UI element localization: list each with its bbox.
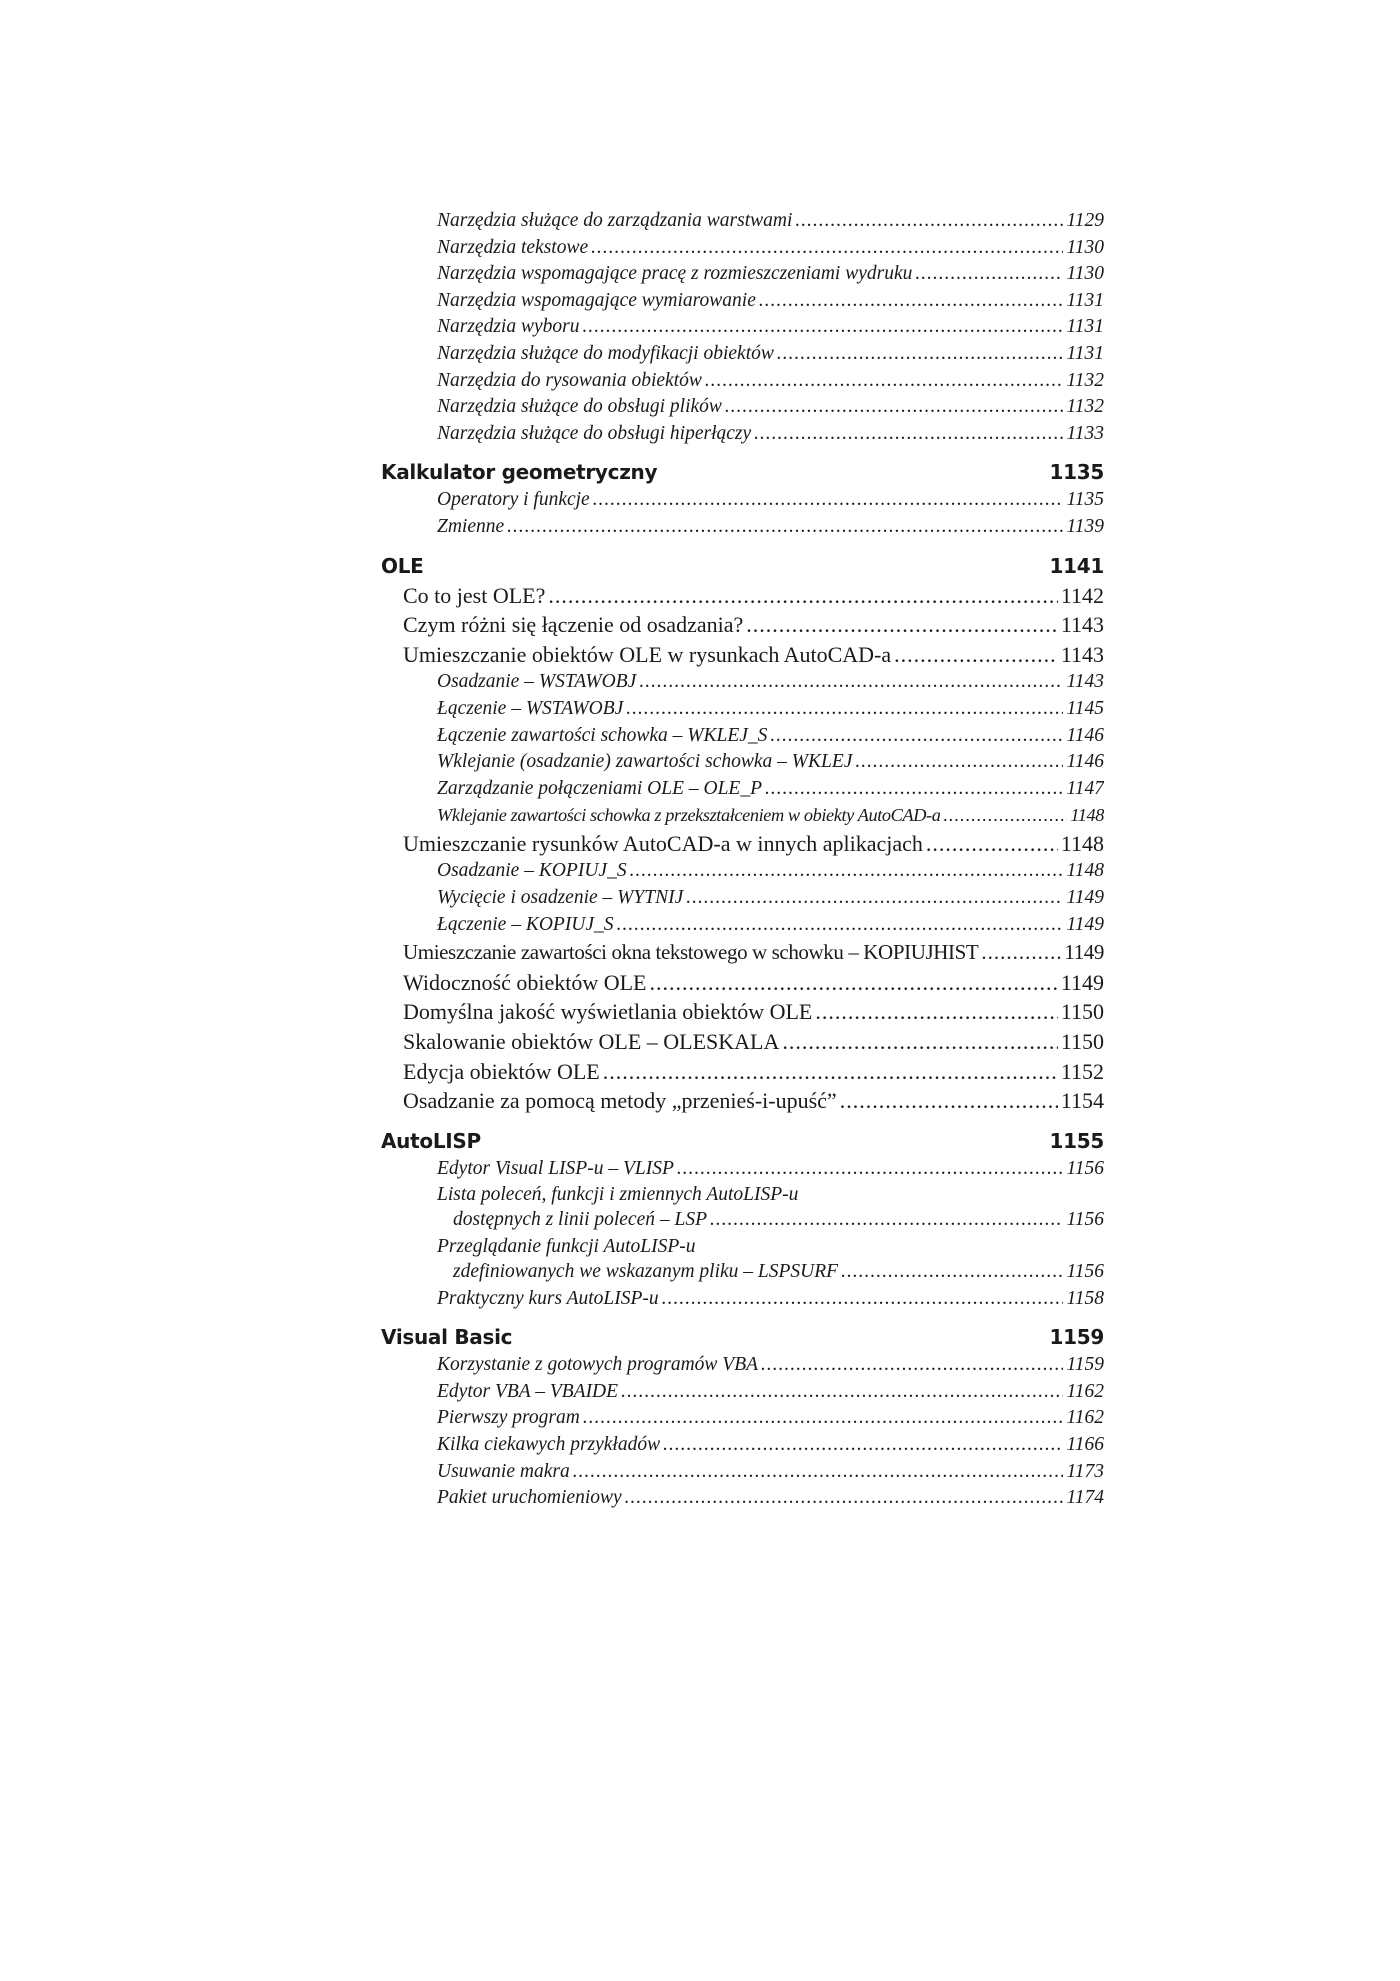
toc-entry — [381, 829, 1104, 859]
dot-leader — [507, 514, 1063, 541]
toc-entry — [381, 997, 1104, 1027]
toc-entry-page: 1149 — [1064, 940, 1104, 965]
toc-entry-page: 1150 — [1060, 999, 1104, 1025]
dot-leader — [765, 776, 1063, 803]
dot-leader — [617, 912, 1064, 939]
toc-entry-page: 1154 — [1060, 1088, 1104, 1114]
toc-entry — [381, 640, 1104, 670]
toc-entry-first-line — [381, 1234, 1104, 1259]
toc-entry — [381, 208, 1104, 235]
toc-entry — [381, 581, 1104, 611]
toc-entry — [381, 1432, 1104, 1459]
toc-entry — [381, 1057, 1104, 1087]
toc-entry-label: Operatory i funkcje — [437, 489, 590, 511]
toc-entry-label: Usuwanie makra — [437, 1460, 570, 1482]
toc-entry-page: 1130 — [1066, 263, 1104, 285]
dot-leader — [855, 749, 1063, 776]
toc-entry-label: Łączenie zawartości schowka – WKLEJ_S — [437, 724, 768, 746]
toc-entry-label: Zmienne — [437, 515, 505, 537]
toc-entry-page: 1130 — [1066, 236, 1104, 258]
toc-entry-label: Co to jest OLE? — [403, 582, 546, 608]
chapter-page: 1155 — [1049, 1128, 1104, 1153]
toc-entry-page: 1133 — [1066, 422, 1104, 444]
toc-entry — [381, 341, 1104, 368]
toc-entry — [381, 968, 1104, 998]
toc-chapter-heading — [381, 457, 1104, 487]
chapter-title: AutoLISP — [381, 1128, 481, 1153]
toc-entry-label: Umieszczanie rysunków AutoCAD-a w innych aplikacjach — [403, 830, 923, 856]
toc-entry-page: 1135 — [1066, 489, 1104, 511]
dot-leader — [926, 829, 1058, 859]
toc-entry-label: Łączenie – KOPIUJ_S — [437, 913, 614, 935]
toc-entry-page: 1131 — [1066, 342, 1104, 364]
dot-leader — [943, 802, 1067, 829]
toc-entry-page: 1146 — [1066, 751, 1104, 773]
toc-entry-label: Edycja obiektów OLE — [403, 1058, 600, 1084]
dot-leader — [981, 938, 1061, 968]
toc-entry-label: Umieszczanie obiektów OLE w rysunkach AutoCAD-a — [403, 641, 892, 667]
toc-entry-label: Narzędzia służące do zarządzania warstwami — [437, 210, 793, 231]
dot-leader — [770, 723, 1063, 750]
toc-entry-label-continued: zdefiniowanych we wskazanym pliku – LSPSURF — [453, 1261, 839, 1282]
toc-entry-page: 1131 — [1066, 289, 1104, 311]
toc-chapter-heading — [381, 1322, 1104, 1352]
toc-entry — [381, 1027, 1104, 1057]
toc-entry-page: 1148 — [1060, 830, 1104, 856]
toc-entry-page: 1149 — [1060, 969, 1104, 995]
chapter-page: 1159 — [1049, 1325, 1104, 1350]
toc-entry — [381, 938, 1104, 968]
dot-leader — [746, 610, 1058, 640]
dot-leader — [630, 858, 1064, 885]
toc-entry-label: Widoczność obiektów OLE — [403, 969, 647, 995]
dot-leader — [625, 1485, 1064, 1512]
toc-entry — [381, 669, 1104, 696]
toc-entry-page: 1152 — [1060, 1058, 1104, 1084]
toc-entry-label: Kilka ciekawych przykładów — [437, 1433, 661, 1455]
dot-leader — [841, 1259, 1063, 1286]
dot-leader — [795, 208, 1063, 235]
toc-entry — [381, 394, 1104, 421]
toc-entry — [381, 1485, 1104, 1512]
toc-entry-page: 1148 — [1066, 860, 1104, 882]
dot-leader — [593, 487, 1064, 514]
chapter-title: Kalkulator geometryczny — [381, 460, 658, 485]
dot-leader — [548, 581, 1057, 611]
toc-entry-label-continued: dostępnych z linii poleceń – LSP — [453, 1209, 707, 1231]
toc-entry-page: 1131 — [1066, 316, 1104, 338]
chapter-page: 1135 — [1049, 460, 1104, 485]
toc-entry — [381, 610, 1104, 640]
dot-leader — [603, 1057, 1058, 1087]
dot-leader — [782, 1027, 1057, 1057]
toc-entry-label: Wklejanie zawartości schowka z przekształceniem w obiekty AutoCAD-a — [437, 805, 941, 826]
toc-entry-label: Narzędzia służące do obsługi hiperłączy — [437, 422, 752, 444]
dot-leader — [761, 1352, 1063, 1379]
toc-chapter-heading — [381, 1126, 1104, 1156]
toc-entry — [381, 858, 1104, 885]
toc-entry-label: Umieszczanie zawartości okna tekstowego w schowku – KOPIUJHIST — [403, 940, 979, 965]
toc-entry — [381, 749, 1104, 776]
toc-entry — [381, 776, 1104, 803]
dot-leader — [705, 368, 1064, 395]
toc-entry-label: Narzędzia służące do obsługi plików — [437, 396, 722, 418]
toc-entry — [381, 1259, 1104, 1286]
toc-entry-label: Narzędzia wspomagające wymiarowanie — [437, 289, 756, 311]
table-of-contents — [381, 208, 1104, 1512]
dot-leader — [573, 1459, 1064, 1486]
toc-entry-label: Narzędzia wspomagające pracę z rozmieszczeniami wydruku — [437, 263, 913, 285]
toc-entry-page: 1149 — [1066, 913, 1104, 935]
toc-entry-first-line — [381, 1182, 1104, 1207]
toc-entry-page: 1173 — [1066, 1460, 1104, 1482]
toc-entry-page: 1145 — [1066, 697, 1104, 719]
toc-entry-label: Przeglądanie funkcji AutoLISP-u — [437, 1236, 696, 1257]
toc-entry — [381, 487, 1104, 514]
dot-leader — [583, 1405, 1064, 1432]
toc-entry-page: 1143 — [1066, 671, 1104, 693]
toc-entry-page: 1158 — [1066, 1287, 1104, 1309]
dot-leader — [686, 885, 1063, 912]
dot-leader — [777, 341, 1064, 368]
toc-entry-label: Edytor Visual LISP-u – VLISP — [437, 1157, 674, 1179]
toc-entry-label: Narzędzia służące do modyfikacji obiektów — [437, 342, 774, 364]
toc-entry-page: 1156 — [1066, 1209, 1104, 1231]
toc-entry-label: Narzędzia tekstowe — [437, 236, 589, 258]
dot-leader — [639, 669, 1063, 696]
toc-entry-page: 1162 — [1066, 1380, 1104, 1402]
dot-leader — [662, 1286, 1064, 1313]
toc-entry-page: 1139 — [1066, 515, 1104, 537]
toc-entry — [381, 1379, 1104, 1406]
toc-entry-label: Zarządzanie połączeniami OLE – OLE_P — [437, 777, 763, 799]
dot-leader — [840, 1086, 1058, 1116]
toc-entry-page: 1132 — [1066, 396, 1104, 418]
toc-entry-page: 1166 — [1066, 1433, 1104, 1455]
dot-leader — [710, 1207, 1063, 1234]
toc-entry — [381, 421, 1104, 448]
toc-entry-page: 1156 — [1066, 1261, 1104, 1282]
toc-entry — [381, 1459, 1104, 1486]
toc-entry-label: Wycięcie i osadzenie – WYTNIJ — [437, 887, 684, 909]
toc-entry-label: Narzędzia do rysowania obiektów — [437, 369, 702, 391]
toc-entry — [381, 802, 1104, 829]
toc-entry — [381, 1286, 1104, 1313]
toc-entry-label: Osadzanie za pomocą metody „przenieś-i-upuść” — [403, 1088, 837, 1114]
toc-entry-page: 1156 — [1066, 1157, 1104, 1179]
toc-entry-label: Czym różni się łączenie od osadzania? — [403, 612, 744, 638]
chapter-title: Visual Basic — [381, 1325, 513, 1350]
dot-leader — [754, 421, 1063, 448]
dot-leader — [815, 997, 1057, 1027]
toc-entry-label: Skalowanie obiektów OLE – OLESKALA — [403, 1029, 780, 1055]
toc-chapter-heading — [381, 551, 1104, 581]
toc-entry-label: Osadzanie – WSTAWOBJ — [437, 671, 637, 693]
toc-entry-label: Pakiet uruchomieniowy — [437, 1487, 622, 1509]
dot-leader — [621, 1379, 1063, 1406]
toc-entry — [381, 1086, 1104, 1116]
toc-entry-page: 1147 — [1066, 777, 1104, 799]
toc-entry-page: 1159 — [1066, 1354, 1104, 1376]
toc-entry — [381, 368, 1104, 395]
toc-entry-label: Pierwszy program — [437, 1407, 580, 1429]
toc-entry — [381, 885, 1104, 912]
toc-entry-page: 1149 — [1066, 887, 1104, 909]
toc-entry-page: 1174 — [1066, 1487, 1104, 1509]
toc-entry-page: 1148 — [1070, 805, 1104, 826]
toc-entry-page: 1129 — [1066, 210, 1104, 231]
toc-entry — [381, 723, 1104, 750]
toc-entry-page: 1150 — [1060, 1029, 1104, 1055]
toc-entry-page: 1142 — [1060, 582, 1104, 608]
toc-entry — [381, 1207, 1104, 1234]
toc-entry — [381, 514, 1104, 541]
toc-entry — [381, 1156, 1104, 1183]
dot-leader — [591, 235, 1063, 262]
toc-entry — [381, 1352, 1104, 1379]
dot-leader — [626, 696, 1063, 723]
toc-entry — [381, 314, 1104, 341]
dot-leader — [677, 1156, 1064, 1183]
chapter-page: 1141 — [1049, 553, 1104, 578]
dot-leader — [582, 314, 1063, 341]
toc-entry-label: Lista poleceń, funkcji i zmiennych AutoLISP-u — [437, 1184, 799, 1206]
toc-entry-label: Wklejanie (osadzanie) zawartości schowka – WKLEJ — [437, 751, 853, 773]
chapter-title: OLE — [381, 553, 424, 578]
toc-entry-page: 1162 — [1066, 1407, 1104, 1429]
toc-entry-label: Narzędzia wyboru — [437, 316, 580, 338]
toc-entry — [381, 261, 1104, 288]
dot-leader — [663, 1432, 1063, 1459]
dot-leader — [915, 261, 1063, 288]
toc-entry — [381, 288, 1104, 315]
toc-entry — [381, 235, 1104, 262]
dot-leader — [894, 640, 1058, 670]
dot-leader — [650, 968, 1058, 998]
toc-entry-page: 1132 — [1066, 369, 1104, 391]
toc-entry — [381, 696, 1104, 723]
toc-entry-label: Korzystanie z gotowych programów VBA — [437, 1354, 759, 1376]
dot-leader — [759, 288, 1064, 315]
toc-entry-label: Praktyczny kurs AutoLISP-u — [437, 1287, 659, 1309]
toc-entry-label: Domyślna jakość wyświetlania obiektów OLE — [403, 999, 813, 1025]
toc-entry — [381, 1405, 1104, 1432]
toc-entry-label: Łączenie – WSTAWOBJ — [437, 697, 624, 719]
toc-entry-label: Edytor VBA – VBAIDE — [437, 1380, 619, 1402]
toc-entry-label: Osadzanie – KOPIUJ_S — [437, 860, 627, 882]
toc-entry-page: 1143 — [1060, 612, 1104, 638]
toc-entry-page: 1143 — [1060, 641, 1104, 667]
dot-leader — [725, 394, 1064, 421]
toc-entry — [381, 912, 1104, 939]
toc-entry-page: 1146 — [1066, 724, 1104, 746]
